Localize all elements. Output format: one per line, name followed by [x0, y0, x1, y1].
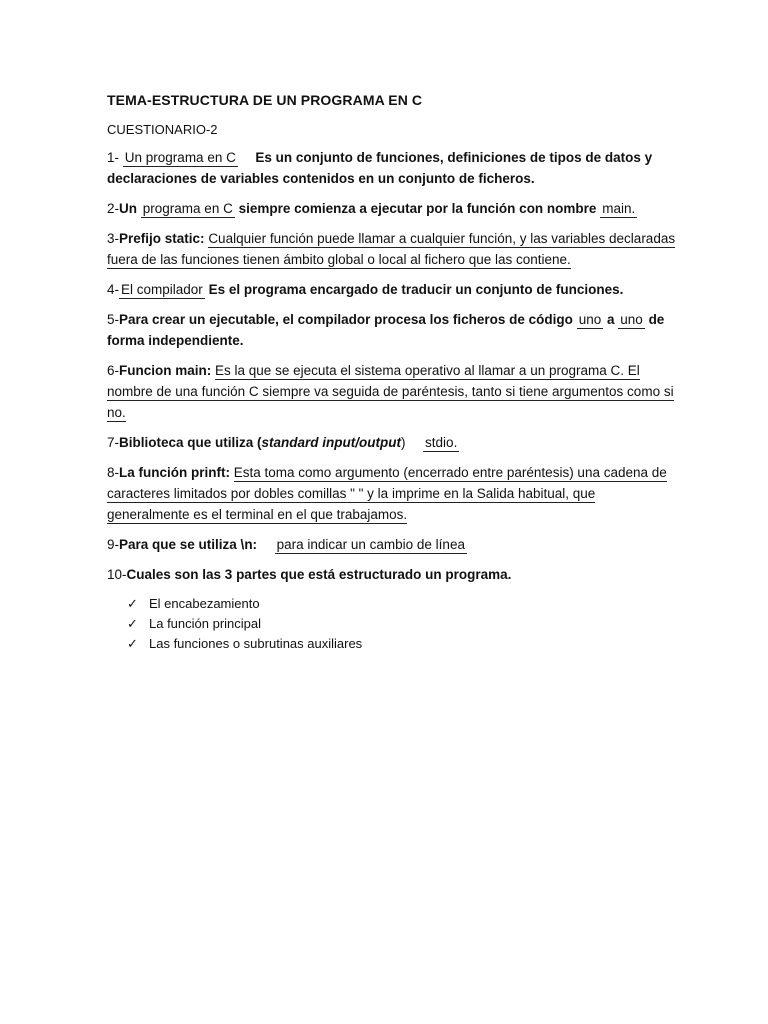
- question-8-label: La función prinft:: [119, 465, 230, 480]
- question-5-answer-1: uno: [578, 312, 602, 327]
- question-2-lead: Un: [119, 201, 138, 216]
- question-4: [107, 279, 677, 300]
- question-8: [107, 462, 677, 525]
- question-9-number: 9-: [107, 537, 120, 552]
- checkmark-icon: ✓: [127, 596, 138, 611]
- question-7: [107, 432, 677, 453]
- list-item: [127, 634, 677, 654]
- question-10-number: 10-: [107, 567, 127, 582]
- question-3-answer: Cualquier función puede llamar a cualquier función, y las variables declaradas fuera de las funciones tienen ámbito global o local al fichero que las contiene.: [107, 231, 676, 267]
- question-7-answer: stdio.: [425, 435, 458, 450]
- question-1-answer: Un programa en C: [124, 150, 236, 165]
- checkmark-icon: ✓: [127, 616, 138, 631]
- question-7-label-italic: standard input/output: [261, 435, 402, 450]
- question-10-label: Cuales son las 3 partes que está estructurado un programa.: [126, 567, 512, 582]
- list-item: [127, 594, 677, 614]
- question-5-text-1: Para crear un ejecutable, el compilador procesa los ficheros de código: [119, 312, 573, 327]
- question-3-number: 3-: [107, 231, 120, 246]
- question-8-number: 8-: [107, 465, 120, 480]
- question-4-text: Es el programa encargado de traducir un conjunto de funciones.: [208, 282, 624, 297]
- question-10-list: [127, 594, 677, 654]
- question-5-mid: a: [606, 312, 615, 327]
- list-item-label: El encabezamiento: [149, 596, 260, 611]
- question-9-answer: para indicar un cambio de línea: [276, 537, 465, 552]
- question-5-answer-2: uno: [620, 312, 643, 327]
- question-2-number: 2-: [107, 201, 120, 216]
- question-2-text: siempre comienza a ejecutar por la función con nombre: [238, 201, 597, 216]
- question-7-label-close: ): [401, 435, 406, 450]
- question-3-label: Prefijo static:: [119, 231, 205, 246]
- question-5: [107, 309, 677, 351]
- list-item: [127, 614, 677, 634]
- question-7-number: 7-: [107, 435, 120, 450]
- question-2-answer-2: main.: [602, 201, 636, 216]
- list-item-label: Las funciones o subrutinas auxiliares: [149, 636, 363, 651]
- question-6: [107, 360, 677, 423]
- question-6-number: 6-: [107, 363, 120, 378]
- question-4-number: 4-: [107, 282, 120, 297]
- document-page: [107, 92, 677, 654]
- question-5-text-2: de forma independiente.: [107, 312, 665, 348]
- question-10: [107, 564, 677, 585]
- question-8-answer: Esta toma como argumento (encerrado entre paréntesis) una cadena de caracteres limitados por dobles comillas " " y la imprime en la Salida habitual, que generalmente es el terminal en el que trabajamos.: [107, 465, 667, 522]
- question-2: [107, 198, 677, 219]
- question-3: [107, 228, 677, 270]
- list-item-label: La función principal: [149, 616, 262, 631]
- question-5-number: 5-: [107, 312, 120, 327]
- checkmark-icon: ✓: [127, 636, 138, 651]
- question-2-answer-1: programa en C: [142, 201, 233, 216]
- question-6-answer: Es la que se ejecuta el sistema operativo al llamar a un programa C. El nombre de una función C siempre va seguida de paréntesis, tanto si tiene argumentos como si no.: [107, 363, 674, 420]
- question-9: [107, 534, 677, 555]
- question-9-label: Para que se utiliza \n:: [119, 537, 258, 552]
- question-1-text: Es un conjunto de funciones, definiciones de tipos de datos y declaraciones de variables contenidos en un conjunto de ficheros.: [107, 150, 653, 186]
- question-7-label: Biblioteca que utiliza (: [119, 435, 262, 450]
- document-subtitle: CUESTIONARIO-2: [107, 122, 218, 137]
- question-4-answer: El compilador: [121, 282, 203, 297]
- question-1-number: 1-: [107, 150, 120, 165]
- question-1: [107, 147, 677, 189]
- question-6-label: Funcion main:: [119, 363, 212, 378]
- document-title: TEMA-ESTRUCTURA DE UN PROGRAMA EN C: [107, 92, 423, 108]
